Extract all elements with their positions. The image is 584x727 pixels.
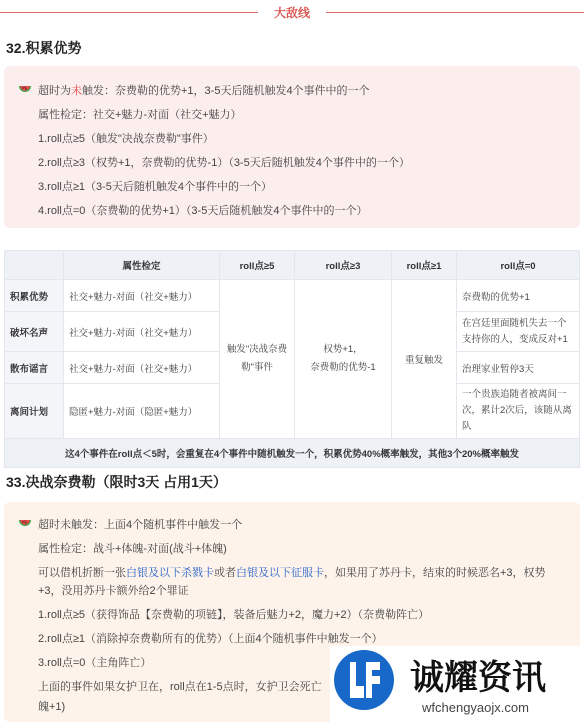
s33-outcome-2: 2.roll点≥1（消除掉奈费勒所有的优势）（上面4个随机事件中触发一个） xyxy=(38,633,383,645)
section-32-title: 32.积累优势 xyxy=(6,40,82,56)
s33-outcome-3: 3.roll点=0（主角阵亡） xyxy=(38,657,152,669)
table-header-row xyxy=(5,251,580,280)
s32-trigger-line: 超时为未触发：奈费勒的优势+1，3-5天后随机触发4个事件中的一个 xyxy=(38,85,370,97)
row-name: 离间计划 xyxy=(5,384,64,439)
row-check: 社交+魅力-对面（社交+魅力） xyxy=(64,280,220,312)
watermelon-icon xyxy=(18,516,32,530)
table-footer-note: 这4个事件在roll点＜5时，会重复在4个事件中随机触发一个，积累优势40%概率触发，其他3个20%概率触发 xyxy=(5,439,580,468)
watermelon-icon xyxy=(18,82,32,96)
row-roll0: 奈费勒的优势+1 xyxy=(457,280,580,312)
merged-roll3: 权势+1， 奈费勒的优势-1 xyxy=(295,280,392,439)
row-roll0: 治理家业暂停3天 xyxy=(457,352,580,384)
s32-outcome-1: 1.roll点≥5（触发"决战奈费勒"事件） xyxy=(38,133,214,145)
s33-check-line: 属性检定：战斗+体魄-对面(战斗+体魄) xyxy=(38,543,227,555)
table-header: roll点=0 xyxy=(457,251,580,280)
watermark-logo xyxy=(330,646,580,722)
section-divider xyxy=(0,0,584,24)
table-header: roll点≥5 xyxy=(220,251,295,280)
row-check: 社交+魅力-对面（社交+魅力） xyxy=(64,312,220,352)
table-header: roll点≥3 xyxy=(295,251,392,280)
s33-guard-note: 上面的事件如果女护卫在，roll点在1-5点时，女护卫会死亡 xyxy=(38,681,322,693)
s33-trigger-line: 超时未触发：上面4个随机事件中触发一个 xyxy=(38,519,243,531)
events-table xyxy=(4,250,580,468)
table-header xyxy=(5,251,64,280)
merged-roll5: 触发"决战奈费勒"事件 xyxy=(220,280,295,439)
row-roll0: 一个贵族追随者被离间一次，累计2次后，该随从离队 xyxy=(457,384,580,439)
s32-outcome-4: 4.roll点=0（奈费勒的优势+1）（3-5天后随机触发4个事件中的一个） xyxy=(38,205,368,217)
s33-outcome-1: 1.roll点≥5（获得饰品【奈费勒的项链】，装备后魅力+2，魔力+2）（奈费勒阵亡） xyxy=(38,609,430,621)
table-row xyxy=(5,280,580,312)
row-check: 社交+魅力-对面（社交+魅力） xyxy=(64,352,220,384)
section-32-box xyxy=(4,66,580,228)
table-footer-row xyxy=(5,439,580,468)
watermark-brand: 诚耀资讯 xyxy=(410,658,546,698)
s33-card-line-cont: +3，没用苏丹卡额外给2个罪证 xyxy=(38,585,189,597)
section-33-title: 33.决战奈费勒（限时3天 占用1天） xyxy=(6,474,227,490)
table-header: 属性检定 xyxy=(64,251,220,280)
s32-check-line: 属性检定：社交+魅力-对面（社交+魅力） xyxy=(38,109,242,121)
s33-guard-note-cont: 魄+1) xyxy=(38,701,66,713)
row-name: 积累优势 xyxy=(5,280,64,312)
row-name: 散布谣言 xyxy=(5,352,64,384)
row-name: 破坏名声 xyxy=(5,312,64,352)
row-check: 隐匿+魅力-对面（隐匿+魅力） xyxy=(64,384,220,439)
watermark-url: wfchengyaojx.com xyxy=(422,700,529,715)
s32-outcome-2: 2.roll点≥3（权势+1，奈费勒的优势-1）（3-5天后随机触发4个事件中的一个） xyxy=(38,157,410,169)
table-header: roll点≥1 xyxy=(392,251,457,280)
merged-roll1: 重复触发 xyxy=(392,280,457,439)
divider-label: 大敌线 xyxy=(273,6,310,20)
row-roll0: 在宫廷里面随机失去一个支持你的人，变成反对+1 xyxy=(457,312,580,352)
s32-outcome-3: 3.roll点≥1（3-5天后随机触发4个事件中的一个） xyxy=(38,181,273,193)
s33-card-line: 可以借机折断一张白银及以下杀戮卡或者白银及以下征服卡，如果用了苏丹卡，结束的时候恶名+3，权势 xyxy=(38,567,546,579)
